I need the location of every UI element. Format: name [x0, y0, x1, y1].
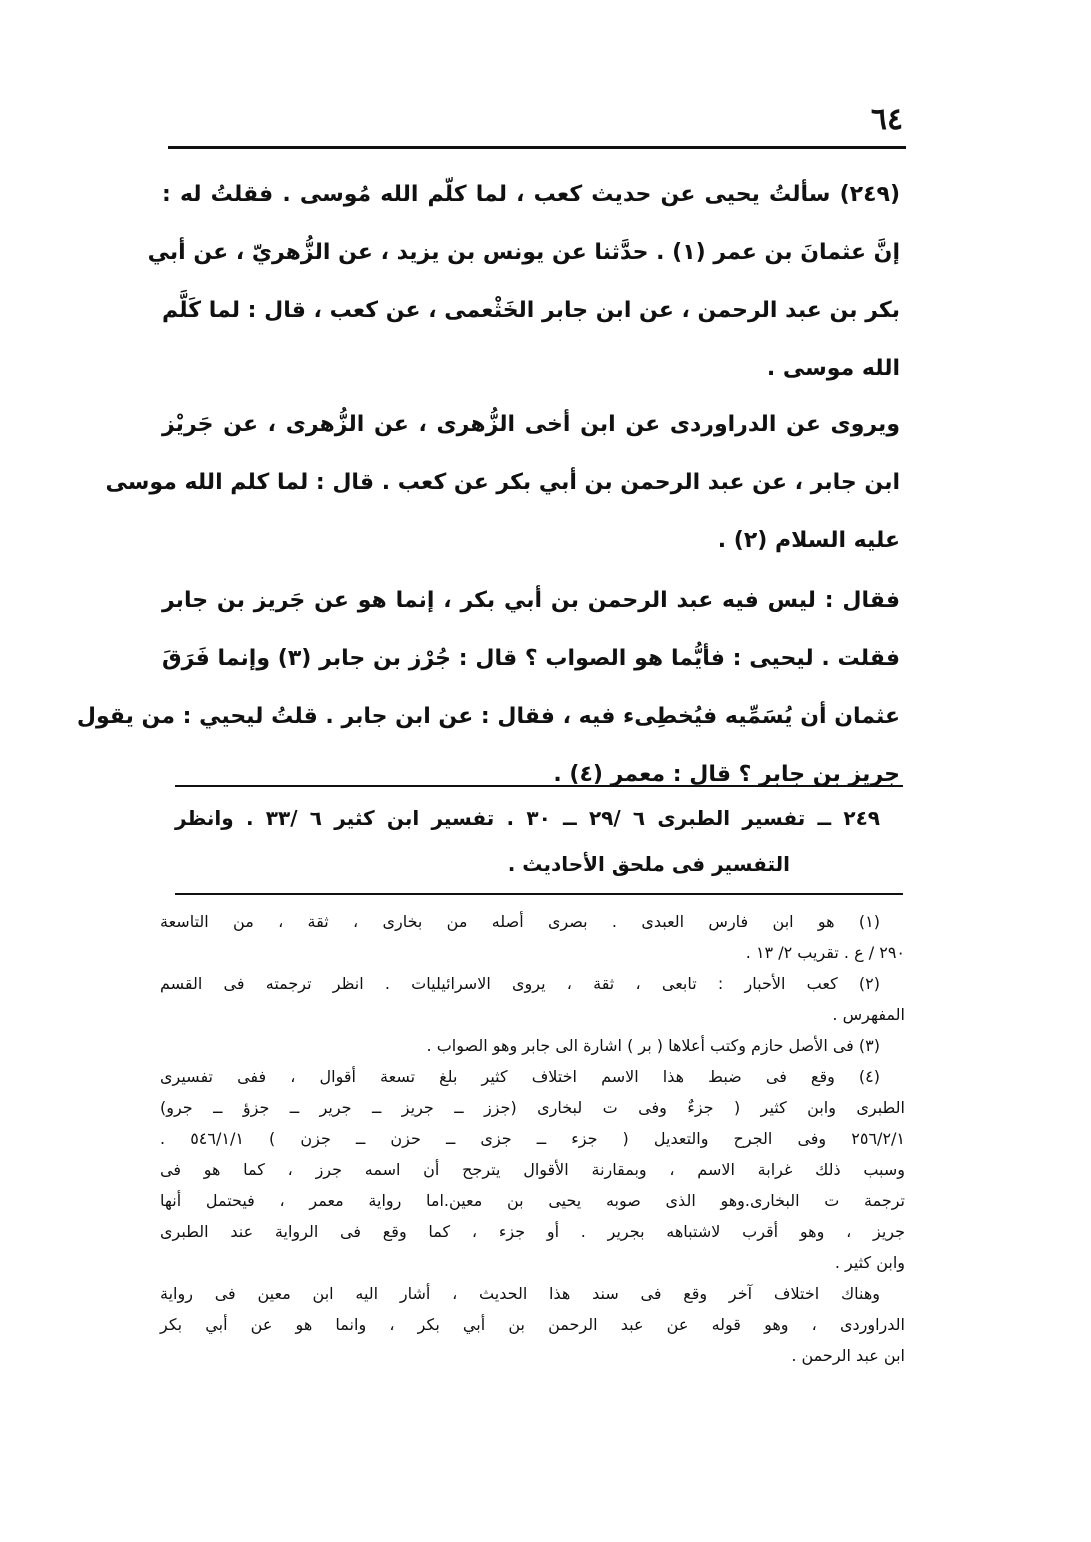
footnote-line: وابن كثير .	[834, 1253, 905, 1272]
source-note-line: التفسير فى ملحق الأحاديث .	[507, 852, 790, 876]
text-line: عثمان أن يُسَمِّيه فيُخطِىء فيه ، فقال : عن ابن جابر . قلتُ ليحيي : من يقول	[76, 704, 900, 729]
footnote-line: ابن عبد الرحمن .	[791, 1346, 905, 1365]
text-line: إنَّ عثمانَ بن عمر (١) . حدَّثنا عن يونس بن يزيد ، عن الزُّهريّ ، عن أبي	[147, 240, 900, 265]
footnotes	[160, 906, 905, 1371]
page-number: ٦٤	[870, 102, 904, 137]
footnotes-rule	[175, 893, 903, 895]
footnote-3	[160, 1030, 905, 1061]
footnote-line: (٣) فى الأصل حازم وكتب أعلاها ( بر ) اشارة الى جابر وهو الصواب .	[426, 1036, 880, 1055]
footnote-line: ترجمة ت البخارى.وهو الذى صوبه يحيى بن معين.اما رواية معمر ، فيحتمل أنها	[160, 1191, 905, 1210]
source-note	[175, 795, 880, 887]
footnote-line: ٢٩٠ / ع . تقريب ٢/ ١٣ .	[745, 943, 905, 962]
text-line: (٢٤٩) سألتُ يحيى عن حديث كعب ، لما كلّم الله مُوسى . فقلتُ له :	[162, 182, 900, 207]
hadith-paragraph-249	[147, 166, 900, 398]
footnote-line: (٢) كعب الأحبار : تابعى ، ثقة ، يروى الاسرائيليات . انظر ترجمته فى القسم	[160, 974, 880, 993]
source-note-line: ٢٤٩ ــ تفسير الطبرى ٦ /٢٩ ــ ٣٠ . تفسير ابن كثير ٦ /٣٣ . وانظر	[175, 806, 880, 830]
footnote-line: الطبرى وابن كثير ( جزءٌ وفى ت لبخارى (جزز ــ جريز ــ جرير ــ جزؤ ــ جرو)	[160, 1098, 905, 1117]
footnote-line: (١) هو ابن فارس العبدى . بصرى أصله من بخارى ، ثقة ، من التاسعة	[160, 912, 880, 931]
header-rule	[168, 146, 906, 149]
text-line: فقلت . ليحيى : فأيُّما هو الصواب ؟ قال : جُرْز بن جابر (٣) وإنما فَرَقَ	[162, 646, 900, 671]
footnote-1	[160, 906, 905, 968]
text-line: ابن جابر ، عن عبد الرحمن بن أبي بكر عن كعب . قال : لما كلم الله موسى	[105, 470, 900, 495]
footnote-line: المفهرس .	[832, 1005, 905, 1024]
footnote-line: جريز ، وهو أقرب لاشتباهه بجرير . أو جزء ، كما وقع فى الرواية عند الطبرى	[160, 1222, 905, 1241]
text-line: ويروى عن الدراوردى عن ابن أخى الزُّهرى ، عن الزُّهرى ، عن جَريْز	[162, 412, 900, 437]
text-line: الله موسى .	[766, 356, 900, 381]
footnote-2	[160, 968, 905, 1030]
footnote-line: ٢٥٦/٢/١ وفى الجرح والتعديل ( جزء ــ جزى ــ حزن ــ جزن ) ٥٤٦/١/١ .	[160, 1129, 906, 1148]
source-note-top-rule	[175, 785, 903, 787]
paragraph-yahya-answer	[76, 572, 900, 804]
text-line: جريز بن جابر ؟ قال : معمر (٤) .	[553, 762, 900, 787]
footnote-line: (٤) وقع فى ضبط هذا الاسم اختلاف كثير بلغ تسعة أقوال ، ففى تفسيرى	[160, 1067, 880, 1086]
text-line: بكر بن عبد الرحمن ، عن ابن جابر الخَثْعمى ، عن كعب ، قال : لما كَلَّم	[162, 298, 900, 323]
footnote-4-continuation	[160, 1278, 905, 1371]
footnote-4	[160, 1061, 905, 1278]
footnote-line: وسبب ذلك غرابة الاسم ، وبمقارنة الأقوال يترجح أن اسمه جرز ، كما هو فى	[160, 1160, 905, 1179]
footnote-line: الدراوردى ، وهو قوله عن عبد الرحمن بن أبي بكر ، وانما هو عن أبي بكر	[160, 1315, 905, 1334]
text-line: فقال : ليس فيه عبد الرحمن بن أبي بكر ، إنما هو عن جَريز بن جابر	[162, 588, 900, 613]
text-line: عليه السلام (٢) .	[717, 528, 900, 553]
paragraph-daraawardi	[105, 396, 900, 570]
footnote-line: وهناك اختلاف آخر وقع فى سند هذا الحديث ، أشار اليه ابن معين فى رواية	[160, 1284, 880, 1303]
